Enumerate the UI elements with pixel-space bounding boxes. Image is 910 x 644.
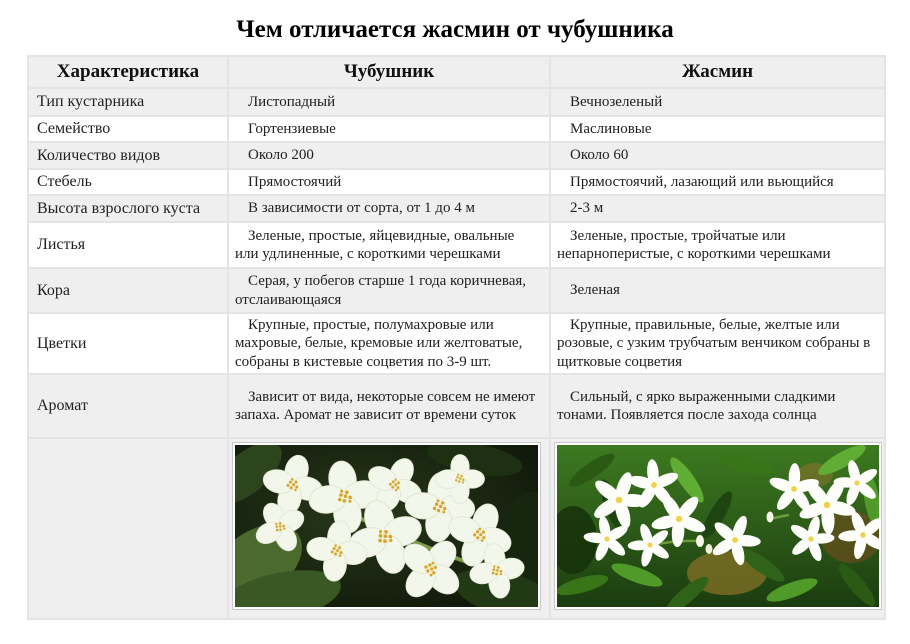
row-label: Кора <box>28 268 228 313</box>
table-row <box>28 88 885 116</box>
table-row <box>28 142 885 169</box>
table-row <box>28 268 885 313</box>
jasmine-value: Крупные, правильные, белые, желтые или розовые, с узким трубчатым венчиком собраны в щитковые соцветия <box>550 313 885 374</box>
jasmine-value: Вечнозеленый <box>550 88 885 116</box>
page-title: Чем отличается жасмин от чубушника <box>236 16 674 43</box>
chubushnik-value: Крупные, простые, полумахровые или махровые, белые, кремовые или желтоватые, собраны в кистевые соцветия по 3-9 шт. <box>228 313 550 374</box>
row-label: Семейство <box>28 116 228 142</box>
row-label: Цветки <box>28 313 228 374</box>
jasmine-value: Зеленая <box>550 268 885 313</box>
column-header-chubushnik: Чубушник <box>228 56 550 88</box>
jasmine-photo-cell <box>550 438 885 619</box>
table-row <box>28 313 885 374</box>
chubushnik-value: Листопадный <box>228 88 550 116</box>
row-label: Высота взрослого куста <box>28 195 228 222</box>
chubushnik-value: Зеленые, простые, яйцевидные, овальные или удлиненные, с короткими черешками <box>228 222 550 268</box>
empty-cell <box>28 438 228 619</box>
jasmine-value: Маслиновые <box>550 116 885 142</box>
jasmine-value: Прямостоячий, лазающий или вьющийся <box>550 169 885 195</box>
jasmine-photo <box>554 442 882 610</box>
mock-orange-photo <box>232 442 541 610</box>
chubushnik-value: Серая, у побегов старше 1 года коричневая, отслаивающаяся <box>228 268 550 313</box>
row-label: Количество видов <box>28 142 228 169</box>
chubushnik-value: Зависит от вида, некоторые совсем не имеют запаха. Аромат не зависит от времени суток <box>228 374 550 438</box>
row-label: Тип кустарника <box>28 88 228 116</box>
jasmine-value: Зеленые, простые, тройчатые или непарноперистые, с короткими черешками <box>550 222 885 268</box>
row-label: Листья <box>28 222 228 268</box>
jasmine-value: 2-3 м <box>550 195 885 222</box>
row-label: Стебель <box>28 169 228 195</box>
chubushnik-photo-cell <box>228 438 550 619</box>
comparison-table <box>27 55 886 620</box>
table-images-row <box>28 438 885 619</box>
table-row <box>28 374 885 438</box>
table-row <box>28 116 885 142</box>
jasmine-value: Сильный, с ярко выраженными сладкими тонами. Появляется после захода солнца <box>550 374 885 438</box>
table-row <box>28 195 885 222</box>
chubushnik-value: Около 200 <box>228 142 550 169</box>
chubushnik-value: Гортензиевые <box>228 116 550 142</box>
chubushnik-value: Прямостоячий <box>228 169 550 195</box>
column-header-characteristic: Характеристика <box>28 56 228 88</box>
jasmine-value: Около 60 <box>550 142 885 169</box>
chubushnik-value: В зависимости от сорта, от 1 до 4 м <box>228 195 550 222</box>
row-label: Аромат <box>28 374 228 438</box>
table-header-row <box>28 56 885 88</box>
column-header-jasmine: Жасмин <box>550 56 885 88</box>
table-row <box>28 222 885 268</box>
table-row <box>28 169 885 195</box>
